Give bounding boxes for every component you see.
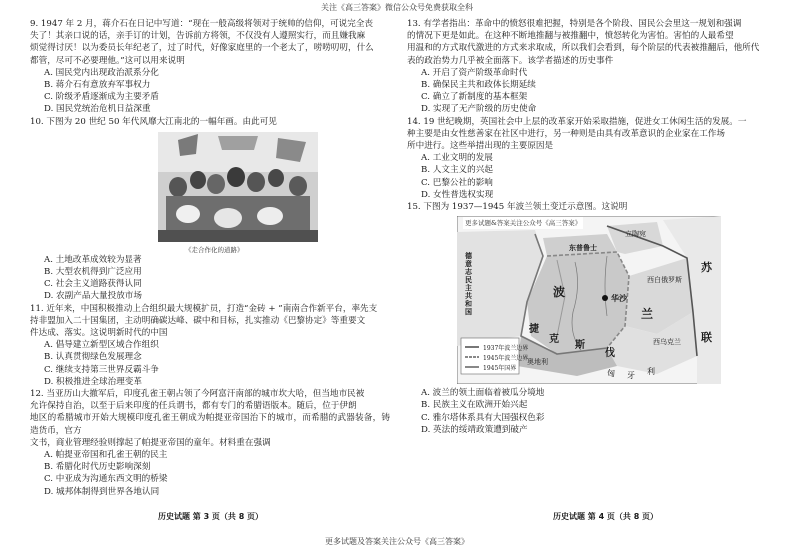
poland-territory-map (457, 216, 721, 384)
question-12-stem-line-2: 允许保持自治，以至于后来印度的任兵谓书，都有专门的希腊语版本。随后，位于伊朗 (30, 401, 357, 412)
map-label-poland: 波 (553, 285, 566, 300)
question-15-stem-line-1: 15. 下图为 1937—1945 年波兰领土变迁示意图。这说明 (407, 202, 628, 213)
question-14-stem-line-1: 14. 19 世纪晚期，英国社会中上层的改革家开始采取措施，促进女工休闲生活的发展。一 (407, 116, 747, 127)
map-label-su: 苏 (701, 261, 712, 275)
map-label-fa: 伐 (605, 348, 615, 360)
question-14-option-d: D. 女性普选权实现 (421, 189, 494, 200)
map-label-lan: 兰 (641, 307, 654, 322)
question-13-option-a: A. 开启了资产阶级革命时代 (421, 67, 528, 78)
question-10-option-a: A. 土地改革成效较为显著 (44, 254, 142, 265)
question-9-stem-line-4: 都管，尽可不必要理他。”这可以用来说明 (30, 55, 185, 66)
legend-1945-border: 1945年波兰边界 (483, 355, 529, 363)
question-14 (407, 116, 771, 201)
question-13-stem-line-1: 13. 有学者指出：革命中的愤怒很难把握，特别是各个阶段、国民公会里这一规划和强调 (407, 19, 742, 29)
page-footer-banner: 更多试题及答案关注公众号《高三答案》 (325, 537, 469, 546)
question-15-option-c: C. 雅尔塔体系具有大国强权色彩 (421, 412, 545, 423)
question-11 (30, 303, 390, 388)
question-9-option-a: A. 国民党内出现政治派系分化 (44, 67, 159, 78)
question-14-option-b: B. 人文主义的兴起 (421, 165, 493, 176)
map-label-slovakia: 斯 (575, 340, 585, 352)
question-9 (30, 18, 390, 116)
question-10-option-b: B. 大型农机得到广泛应用 (44, 267, 142, 278)
question-9-stem-line-2: 失了！其亲口说的话，亲手订的计划，告诉前方将领，不仅没有人遵照实行，而且嫌我麻 (30, 31, 366, 42)
new-year-poster-image (158, 132, 318, 242)
question-12-option-c: C. 中亚成为沟通东西文明的桥梁 (44, 474, 168, 485)
question-15-option-d: D. 英法的绥靖政策遭到破产 (421, 424, 528, 435)
poster-caption: 《走合作化的道路》 (185, 245, 244, 254)
map-label-east-prussia: 东普鲁士 (569, 243, 597, 253)
question-13-option-c: C. 确立了新制度的基本框架 (421, 92, 528, 103)
map-label-ya: 牙 (627, 371, 635, 381)
question-14-option-a: A. 工业文明的发展 (421, 153, 493, 164)
map-label-lian: 联 (701, 331, 712, 345)
right-page-number: 历史试题 第 4 页（共 8 页） (553, 512, 659, 521)
question-13-option-d: D. 实现了无产阶级的历史使命 (421, 104, 537, 115)
map-watermark: 更多试题&答案关注公众号《高三答案》 (463, 217, 583, 229)
map-label-west-ukraine: 西乌克兰 (653, 338, 681, 347)
left-page-number: 历史试题 第 3 页（共 8 页） (158, 512, 264, 521)
map-label-warsaw: 华沙 (611, 293, 627, 304)
left-page (30, 18, 390, 498)
question-11-stem-line-2: 持非盟加入二十国集团，主动明确碳达峰、碳中和目标，扎实推动《巴黎协定》等重要文 (30, 315, 366, 326)
question-12-stem-line-4: 文书，商业管理经验则撑起了帕提亚帝国的童年。材料重在强调 (30, 437, 271, 448)
question-12-option-b: B. 希腊化时代历史影响深刻 (44, 462, 151, 473)
map-label-hungary: 匈 (607, 369, 615, 379)
map-label-west-belarus: 西白俄罗斯 (647, 276, 682, 285)
question-10-stem-line-1: 10. 下图为 20 世纪 50 年代风靡大江南北的一幅年画。由此可见 (30, 116, 277, 127)
map-label-lithuania: 立陶宛 (625, 230, 646, 239)
legend-1945-national-border: 1945年国界 (483, 365, 517, 373)
question-13 (407, 18, 771, 116)
question-9-option-b: B. 蒋介石有意放弃军事权力 (44, 80, 151, 91)
question-15-option-a: A. 波兰的领土面临着被瓜分境地 (421, 388, 545, 399)
question-10 (30, 116, 390, 303)
question-13-stem-line-2: 的情况下更是如此。在这种不断地推翻与被推翻中，愤怒转化为害怕。害怕的人最希望 (407, 31, 734, 42)
poster-illustration (158, 132, 318, 242)
question-11-option-d: D. 积极推进全球治理变革 (44, 376, 142, 387)
question-14-stem-line-2: 种主要是由女性慈善家在社区中进行，另一种则是由具有改革意识的企业家在工作场 (407, 128, 725, 139)
question-14-stem-line-3: 所中进行。这些举措出现的主要原因是 (407, 141, 554, 152)
map-label-austria: 奥地利 (527, 358, 548, 367)
map-label-czech: 捷 (529, 324, 539, 336)
question-10-option-d: D. 农副产品大量投放市场 (44, 291, 142, 302)
question-11-option-c: C. 继续支持第三世界反霸斗争 (44, 364, 159, 375)
question-9-stem-line-3: 烦觉得讨厌！以为委员长年纪老了，过了时代，好像家庭里的一个老太了，唠唠叨叨，什么 (30, 43, 374, 54)
question-11-option-a: A. 倡导建立新型区域合作组织 (44, 340, 159, 351)
question-12-stem-line-3: 地区的希腊城市开始大规模印度孔雀王朝成为帕提亚帝国治下的城市，而希腊的武器装备，铸造货币，官方 (30, 413, 390, 436)
question-12-option-a: A. 帕提亚帝国和孔雀王朝的民主 (44, 450, 168, 461)
question-11-option-b: B. 认真贯彻绿色发展理念 (44, 352, 142, 363)
question-9-option-d: D. 国民党统治危机日益深重 (44, 104, 151, 115)
legend-1937-border: 1937年波兰边界 (483, 345, 529, 353)
question-14-option-c: C. 巴黎公社的影响 (421, 177, 493, 188)
right-page (407, 18, 771, 436)
map-label-li: 利 (647, 367, 655, 377)
page-header-banner: 关注《高三答案》微信公众号免费获取全科 (321, 3, 473, 12)
map-label-germany: 德意志民主共和国 (465, 251, 472, 317)
question-15 (407, 201, 771, 436)
question-11-stem-line-3: 件达成、落实。这说明新时代的中国 (30, 328, 168, 339)
question-12-stem-line-1: 12. 当亚历山大撤军后，印度孔雀王朝占领了今阿富汗南部的城市坎大哈，但当地市民被 (30, 389, 365, 400)
question-9-option-c: C. 阶级矛盾逐渐成为主要矛盾 (44, 92, 159, 103)
question-12 (30, 388, 390, 498)
question-10-option-c: C. 社会主义道路获得认同 (44, 279, 142, 290)
question-11-stem-line-1: 11. 近年来，中国积极推动上合组织最大规模扩员，打造“金砖 + ”南南合作新平台，率先支 (30, 303, 378, 314)
question-13-option-b: B. 确保民主共和政体长期延续 (421, 80, 536, 91)
question-9-stem-line-1: 9. 1947 年 2 月，蒋介石在日记中写道：“现在一般高级将领对于统帅的信仰，可说完全丧 (30, 19, 374, 29)
question-13-stem-line-3: 用温和的方式取代激进的方式来求取成，所以我们会看到，每个阶层的代表被推翻后，他所代 (407, 43, 760, 54)
question-12-option-d: D. 城邦体制得到世界各地认同 (44, 486, 160, 497)
question-13-stem-line-4: 表的政治势力几乎被全面落下。该学者描述的历史事件 (407, 55, 614, 66)
question-15-option-b: B. 民族主义在欧洲开始兴起 (421, 400, 528, 411)
map-label-ke: 克 (549, 334, 559, 346)
